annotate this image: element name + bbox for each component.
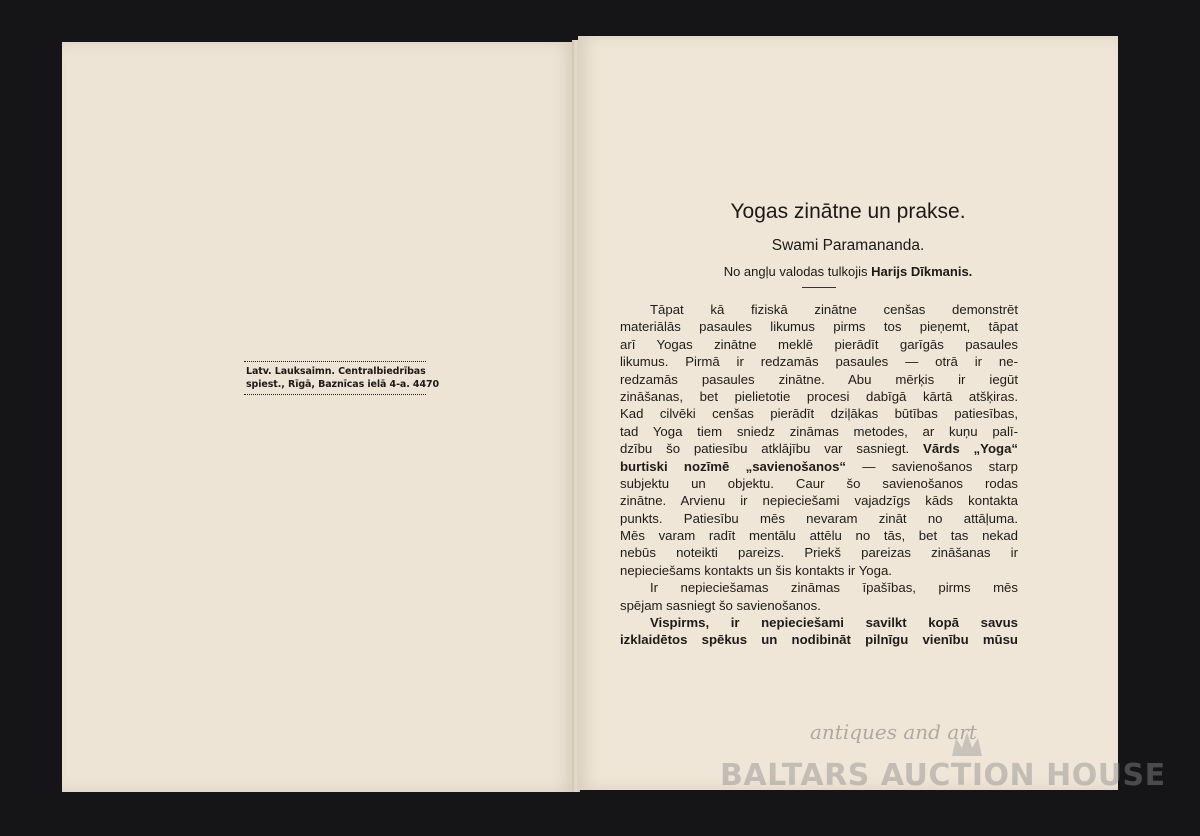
page-title: Yogas zinātne un prakse. [730, 200, 966, 223]
text-line: nepieciešams kontakts un šis kontakts ir Yoga. [620, 562, 892, 578]
bold-fragment: burtiski nozīmē „savienošanos“ [620, 458, 847, 474]
translator-name: Harijs Dīkmanis. [871, 264, 973, 279]
text-line [620, 458, 1018, 475]
text-line: Mēs varam radīt mentālu attēlu no tās, bet tas nekad [620, 528, 1018, 544]
text-line: Vispirms, ir nepieciešami savilkt kopā savus [650, 615, 1018, 631]
watermark-tagline: antiques and art [810, 720, 977, 744]
left-page [62, 42, 574, 792]
text-line: tad Yoga tiem sniedz zināmas metodes, ar kuņu palī- [620, 423, 1018, 439]
text-line: Kad cilvēki cenšas pierādīt dziļākas būtības patiesības, [620, 406, 1018, 422]
right-page [578, 36, 1118, 790]
text-fragment: dzību šo patiesību atklājību var sasniegt. [620, 441, 910, 457]
text-line: Ir nepieciešamas zināmas īpašības, pirms mēs [650, 580, 1018, 596]
text-line: subjektu un objektu. Caur šo savienošanos rodas [620, 475, 1018, 491]
crown-icon [950, 730, 984, 760]
text-line: Tāpat kā fiziskā zinātne cenšas demonstrēt [650, 302, 1018, 317]
watermark-brand: BALTARS AUCTION HOUSE [720, 758, 1166, 793]
printer-imprint [244, 361, 439, 395]
imprint-line-1: Latv. Lauksaimn. Centralbiedrības [246, 366, 426, 377]
bold-fragment: Vārds „Yoga“ [923, 441, 1018, 457]
text-line: zinātne. Arvienu ir nepieciešami vajadzīgs kāds kontakta [620, 493, 1018, 509]
body-text [620, 301, 1018, 649]
text-line: nebūs noteikti pareizs. Priekš pareizas zināšanas ir [620, 545, 1018, 561]
title-divider [802, 287, 836, 288]
text-line [620, 440, 1018, 457]
text-line: redzamās pasaules zinātne. Abu mērķis ir iegūt [620, 371, 1018, 387]
watermark [720, 720, 1166, 800]
author-line: Swami Paramananda. [771, 237, 925, 254]
translator-line [578, 264, 1118, 279]
text-fragment: — savienošanos starp [862, 458, 1018, 474]
text-line: zināšanas, bet pielietotie procesi dabīgā kārtā atšķiras. [620, 388, 1018, 404]
text-line: punkts. Patiesību mēs nevaram zināt no attāļuma. [620, 510, 1018, 526]
translator-prefix: No angļu valodas tulkojis [723, 264, 868, 279]
text-line: arī Yogas zinātne meklē pierādīt garīgās pasaules [620, 336, 1018, 352]
text-line: spējam sasniegt šo savienošanos. [620, 597, 821, 613]
imprint-line-2: spiest., Rīgā, Baznīcas ielā 4-a. 4470 [246, 379, 439, 390]
text-line: materiālās pasaules likumus pirms tos pieņemt, tāpat [620, 319, 1018, 335]
text-line: likumus. Pirmā ir redzamās pasaules — otrā ir ne- [620, 354, 1018, 370]
text-line: izklaidētos spēkus un nodibināt pilnīgu vienību mūsu [620, 632, 1018, 648]
